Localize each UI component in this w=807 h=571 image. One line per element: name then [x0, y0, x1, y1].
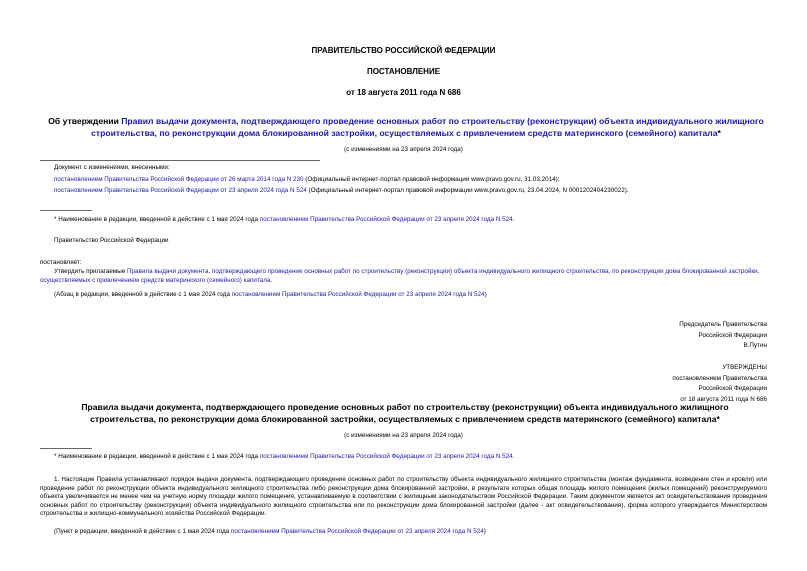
changes-note: (с изменениями на 23 апреля 2024 года) [344, 146, 463, 153]
footnote-divider [40, 448, 92, 449]
paragraph-note [54, 291, 487, 300]
rules-title: Правила выдачи документа, подтверждающего проведение основных работ по строительству (реконструкции) объекта индивидуального жилищного строительства, по реконструкции дома блокированной застройки, осуществляемых с привлечением средств материнского (семейного) капитала* [81, 402, 729, 425]
footnote-2 [54, 453, 774, 462]
clause-1-note [54, 528, 486, 537]
signature-position-country: Российской Федерации [698, 331, 767, 339]
resolves-word: постановляет: [40, 259, 82, 266]
clause-1: 1. Настоящие Правила устанавливают порядок выдачи документа, подтверждающего проведение основных работ по строительству объекта индивидуального жилищного строительства (монтаж фундамента, возведение стен и кровли) или проведение работ по реконструкции объекта индивидуального жилищного строительства либо реконструкции дома блокированной застройки, в результате которых общая площадь жилого помещения (жилых помещений) реконструируемого объекта увеличивается не менее чем на учетную норму площади жилого помещения, устанавливаемую в соответствии с жилищным законодательством Российской Федерации. Таким документом является акт освидетельствования проведения основных работ по строительству (реконструкции) объекта индивидуального жилищного строительства или по реконструкции дома блокированной застройки (далее - акт освидетельствования), форма которого утверждается Министерством строительства и жилищно-коммунального хозяйства Российской Федерации. [40, 476, 767, 517]
rules-changes-note: (с изменениями на 23 апреля 2024 года) [344, 432, 463, 439]
approval-line: Российской Федерации [698, 385, 767, 392]
title-prefix: Об утверждении [48, 116, 122, 126]
signature-position: Председатель Правительства [679, 321, 767, 328]
note-suffix: ) [483, 528, 486, 535]
note-suffix: ) [484, 291, 487, 298]
approval-date: от 18 августа 2011 года N 686 [680, 395, 767, 403]
amendments-intro: Документ с изменениями, внесенными: [54, 164, 170, 171]
government-name: ПРАВИТЕЛЬСТВО РОССИЙСКОЙ ФЕДЕРАЦИИ [311, 46, 496, 55]
approval-block [672, 364, 767, 404]
document-title [46, 115, 766, 140]
signature-block [679, 321, 767, 351]
title-rules-link[interactable]: Правил выдачи документа, подтверждающего проведение основных работ по строительству (реконструкции) объекта индивидуального жилищного строительства, по реконструкции дома блокированной застройки, осуществляемых с привлечением средств материнского (семейного) капитала [91, 116, 764, 139]
note-link[interactable]: постановлением Правительства Российской Федерации от 23 апреля 2024 года N 524 [231, 291, 485, 298]
approve-prefix: Утвердить прилагаемые [54, 268, 127, 275]
footnote-end: . [512, 453, 515, 460]
footnote-text: * Наименование в редакции, введенной в действие с 1 мая 2024 года [54, 453, 260, 460]
amendment-source: (Официальный интернет-портал правовой информации www.pravo.gov.ru, 31.03.2014); [303, 175, 560, 183]
approve-suffix: . [270, 276, 273, 284]
signature-name: В.Путин [743, 342, 767, 349]
amendment-item [54, 176, 774, 185]
amendment-item [54, 187, 774, 196]
document-type: ПОСТАНОВЛЕНИЕ [366, 67, 441, 76]
note-prefix: (Пункт в редакции, введенной в действие с 1 мая 2024 года [54, 528, 231, 535]
title-suffix: * [717, 128, 721, 139]
approval-stamp: УТВЕРЖДЕНЫ [722, 364, 767, 371]
government-subject: Правительство Российской Федерации [54, 237, 169, 244]
note-prefix: (Абзац в редакции, введенной в действие с 1 мая 2024 года [54, 291, 232, 298]
footnote-divider [40, 210, 92, 211]
amendment-link[interactable]: постановлением Правительства Российской Федерации от 23 апреля 2024 года N 524 [54, 187, 307, 194]
divider [40, 160, 320, 161]
footnote-text: * Наименование в редакции, введенной в действие с 1 мая 2024 года [54, 216, 260, 223]
note-link[interactable]: постановлением Правительства Российской Федерации от 23 апреля 2024 года N 524 [230, 528, 484, 535]
footnote-link[interactable]: постановлением Правительства Российской Федерации от 23 апреля 2024 года N 524 [259, 216, 513, 223]
approval-line: постановлением Правительства [672, 374, 767, 382]
approve-rules-link[interactable]: Правила выдачи документа, подтверждающего проведение основных работ по строительству (реконструкции) объекта индивидуального жилищного строительства, по реконструкции дома блокированной застройки, осуществляемых с привлечением средств материнского (семейного) капитала [40, 268, 760, 284]
footnote-link[interactable]: постановлением Правительства Российской Федерации от 23 апреля 2024 года N 524 [259, 453, 513, 460]
amendments-block [54, 164, 774, 196]
approve-paragraph [40, 268, 767, 285]
footnote-end: . [512, 216, 515, 223]
amendment-source: (Официальный интернет-портал правовой информации www.pravo.gov.ru, 23.04.2024, N 0001202404230022). [306, 187, 629, 194]
footnote-1 [54, 216, 774, 225]
document-date-number: от 18 августа 2011 года N 686 [346, 88, 461, 97]
amendment-link[interactable]: постановлением Правительства Российской Федерации от 26 марта 2014 года N 230 [54, 175, 304, 183]
